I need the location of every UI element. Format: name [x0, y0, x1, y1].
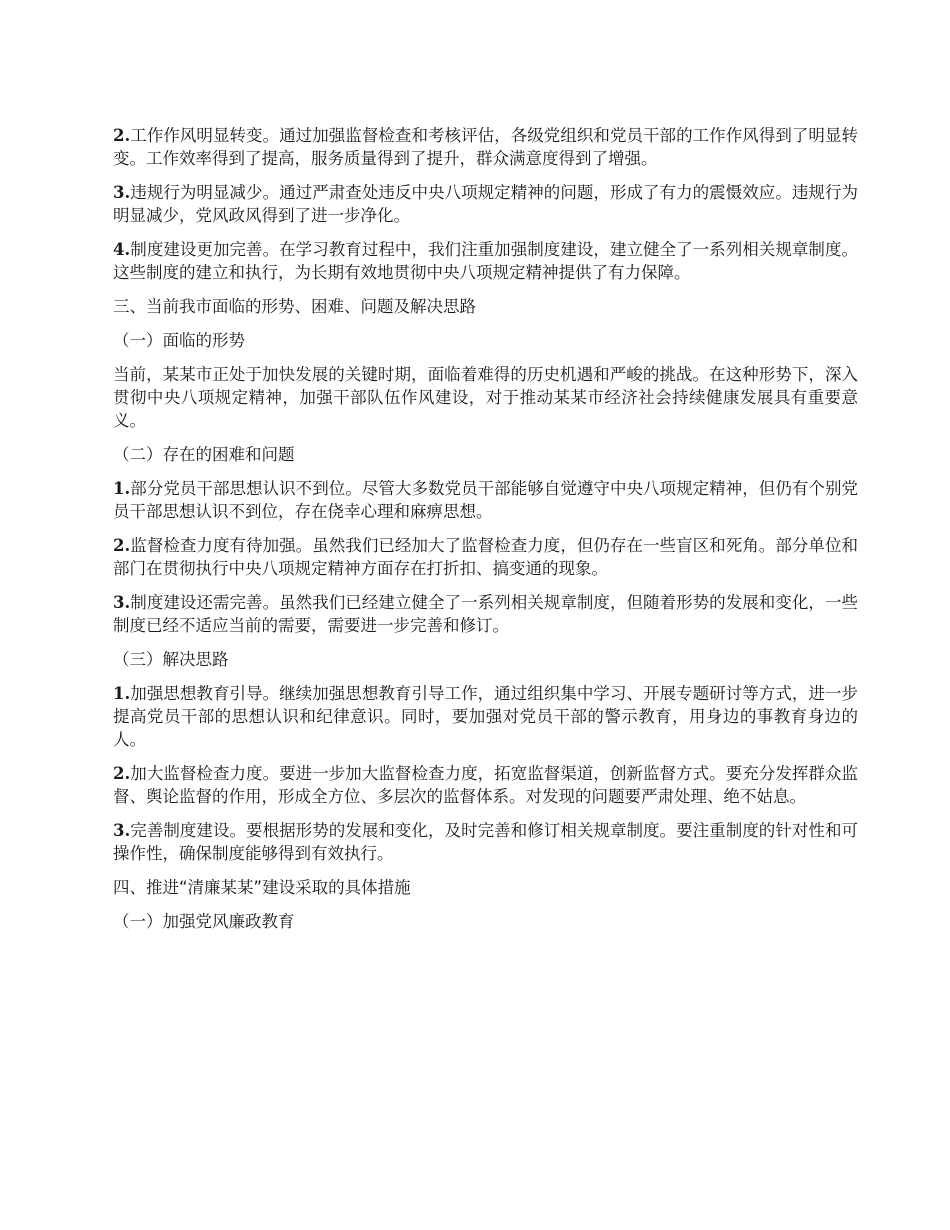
item-number: 1.: [113, 479, 131, 498]
item-number: 3.: [113, 593, 131, 612]
list-item: [113, 762, 858, 808]
item-text: 部分党员干部思想认识不到位。尽管大多数党员干部能够自觉遵守中央八项规定精神，但仍有个别党员干部思想认识不到位，存在侥幸心理和麻痹思想。: [113, 479, 858, 521]
list-item: [113, 181, 858, 227]
item-number: 2.: [113, 764, 131, 783]
list-item: [113, 124, 858, 170]
subsection-heading: （一）面临的形势: [113, 331, 245, 350]
item-text: 加大监督检查力度。要进一步加大监督检查力度，拓宽监督渠道，创新监督方式。要充分发挥群众监督、舆论监督的作用，形成全方位、多层次的监督体系。对发现的问题要严肃处理、绝不姑息。: [113, 764, 858, 806]
item-number: 1.: [113, 684, 131, 703]
body-paragraph: 当前，某某市正处于加快发展的关键时期，面临着难得的历史机遇和严峻的挑战。在这种形势下，深入贯彻中央八项规定精神，加强干部队伍作风建设，对于推动某某市经济社会持续健康发展具有重要意义。: [113, 365, 858, 430]
item-number: 4.: [113, 240, 131, 259]
item-number: 2.: [113, 126, 131, 145]
item-number: 3.: [113, 821, 131, 840]
list-item: [113, 819, 858, 865]
list-item: [113, 477, 858, 523]
item-text: 完善制度建设。要根据形势的发展和变化，及时完善和修订相关规章制度。要注重制度的针对性和可操作性，确保制度能够得到有效执行。: [113, 821, 858, 863]
subsection-heading: （三）解决思路: [113, 650, 229, 669]
item-text: 监督检查力度有待加强。虽然我们已经加大了监督检查力度，但仍存在一些盲区和死角。部分单位和部门在贯彻执行中央八项规定精神方面存在打折扣、搞变通的现象。: [113, 536, 858, 578]
item-text: 工作作风明显转变。通过加强监督检查和考核评估，各级党组织和党员干部的工作作风得到了明显转变。工作效率得到了提高，服务质量得到了提升，群众满意度得到了增强。: [113, 126, 858, 168]
section-heading: 四、推进“清廉某某”建设采取的具体措施: [113, 878, 411, 897]
item-text: 加强思想教育引导。继续加强思想教育引导工作，通过组织集中学习、开展专题研讨等方式，进一步提高党员干部的思想认识和纪律意识。同时，要加强对党员干部的警示教育，用身边的事教育身边的人。: [113, 684, 858, 749]
document-body: [113, 124, 858, 944]
section-heading: 三、当前我市面临的形势、困难、问题及解决思路: [113, 297, 476, 316]
list-item: [113, 238, 858, 284]
list-item: [113, 682, 858, 751]
list-item: [113, 534, 858, 580]
item-number: 3.: [113, 183, 131, 202]
list-item: [113, 591, 858, 637]
subsection-heading: （二）存在的困难和问题: [113, 445, 295, 464]
item-text: 违规行为明显减少。通过严肃查处违反中央八项规定精神的问题，形成了有力的震慑效应。违规行为明显减少，党风政风得到了进一步净化。: [113, 183, 858, 225]
item-number: 2.: [113, 536, 131, 555]
subsection-heading: （一）加强党风廉政教育: [113, 912, 295, 931]
item-text: 制度建设更加完善。在学习教育过程中，我们注重加强制度建设，建立健全了一系列相关规章制度。这些制度的建立和执行，为长期有效地贯彻中央八项规定精神提供了有力保障。: [113, 240, 858, 282]
item-text: 制度建设还需完善。虽然我们已经建立健全了一系列相关规章制度，但随着形势的发展和变化，一些制度已经不适应当前的需要，需要进一步完善和修订。: [113, 593, 858, 635]
